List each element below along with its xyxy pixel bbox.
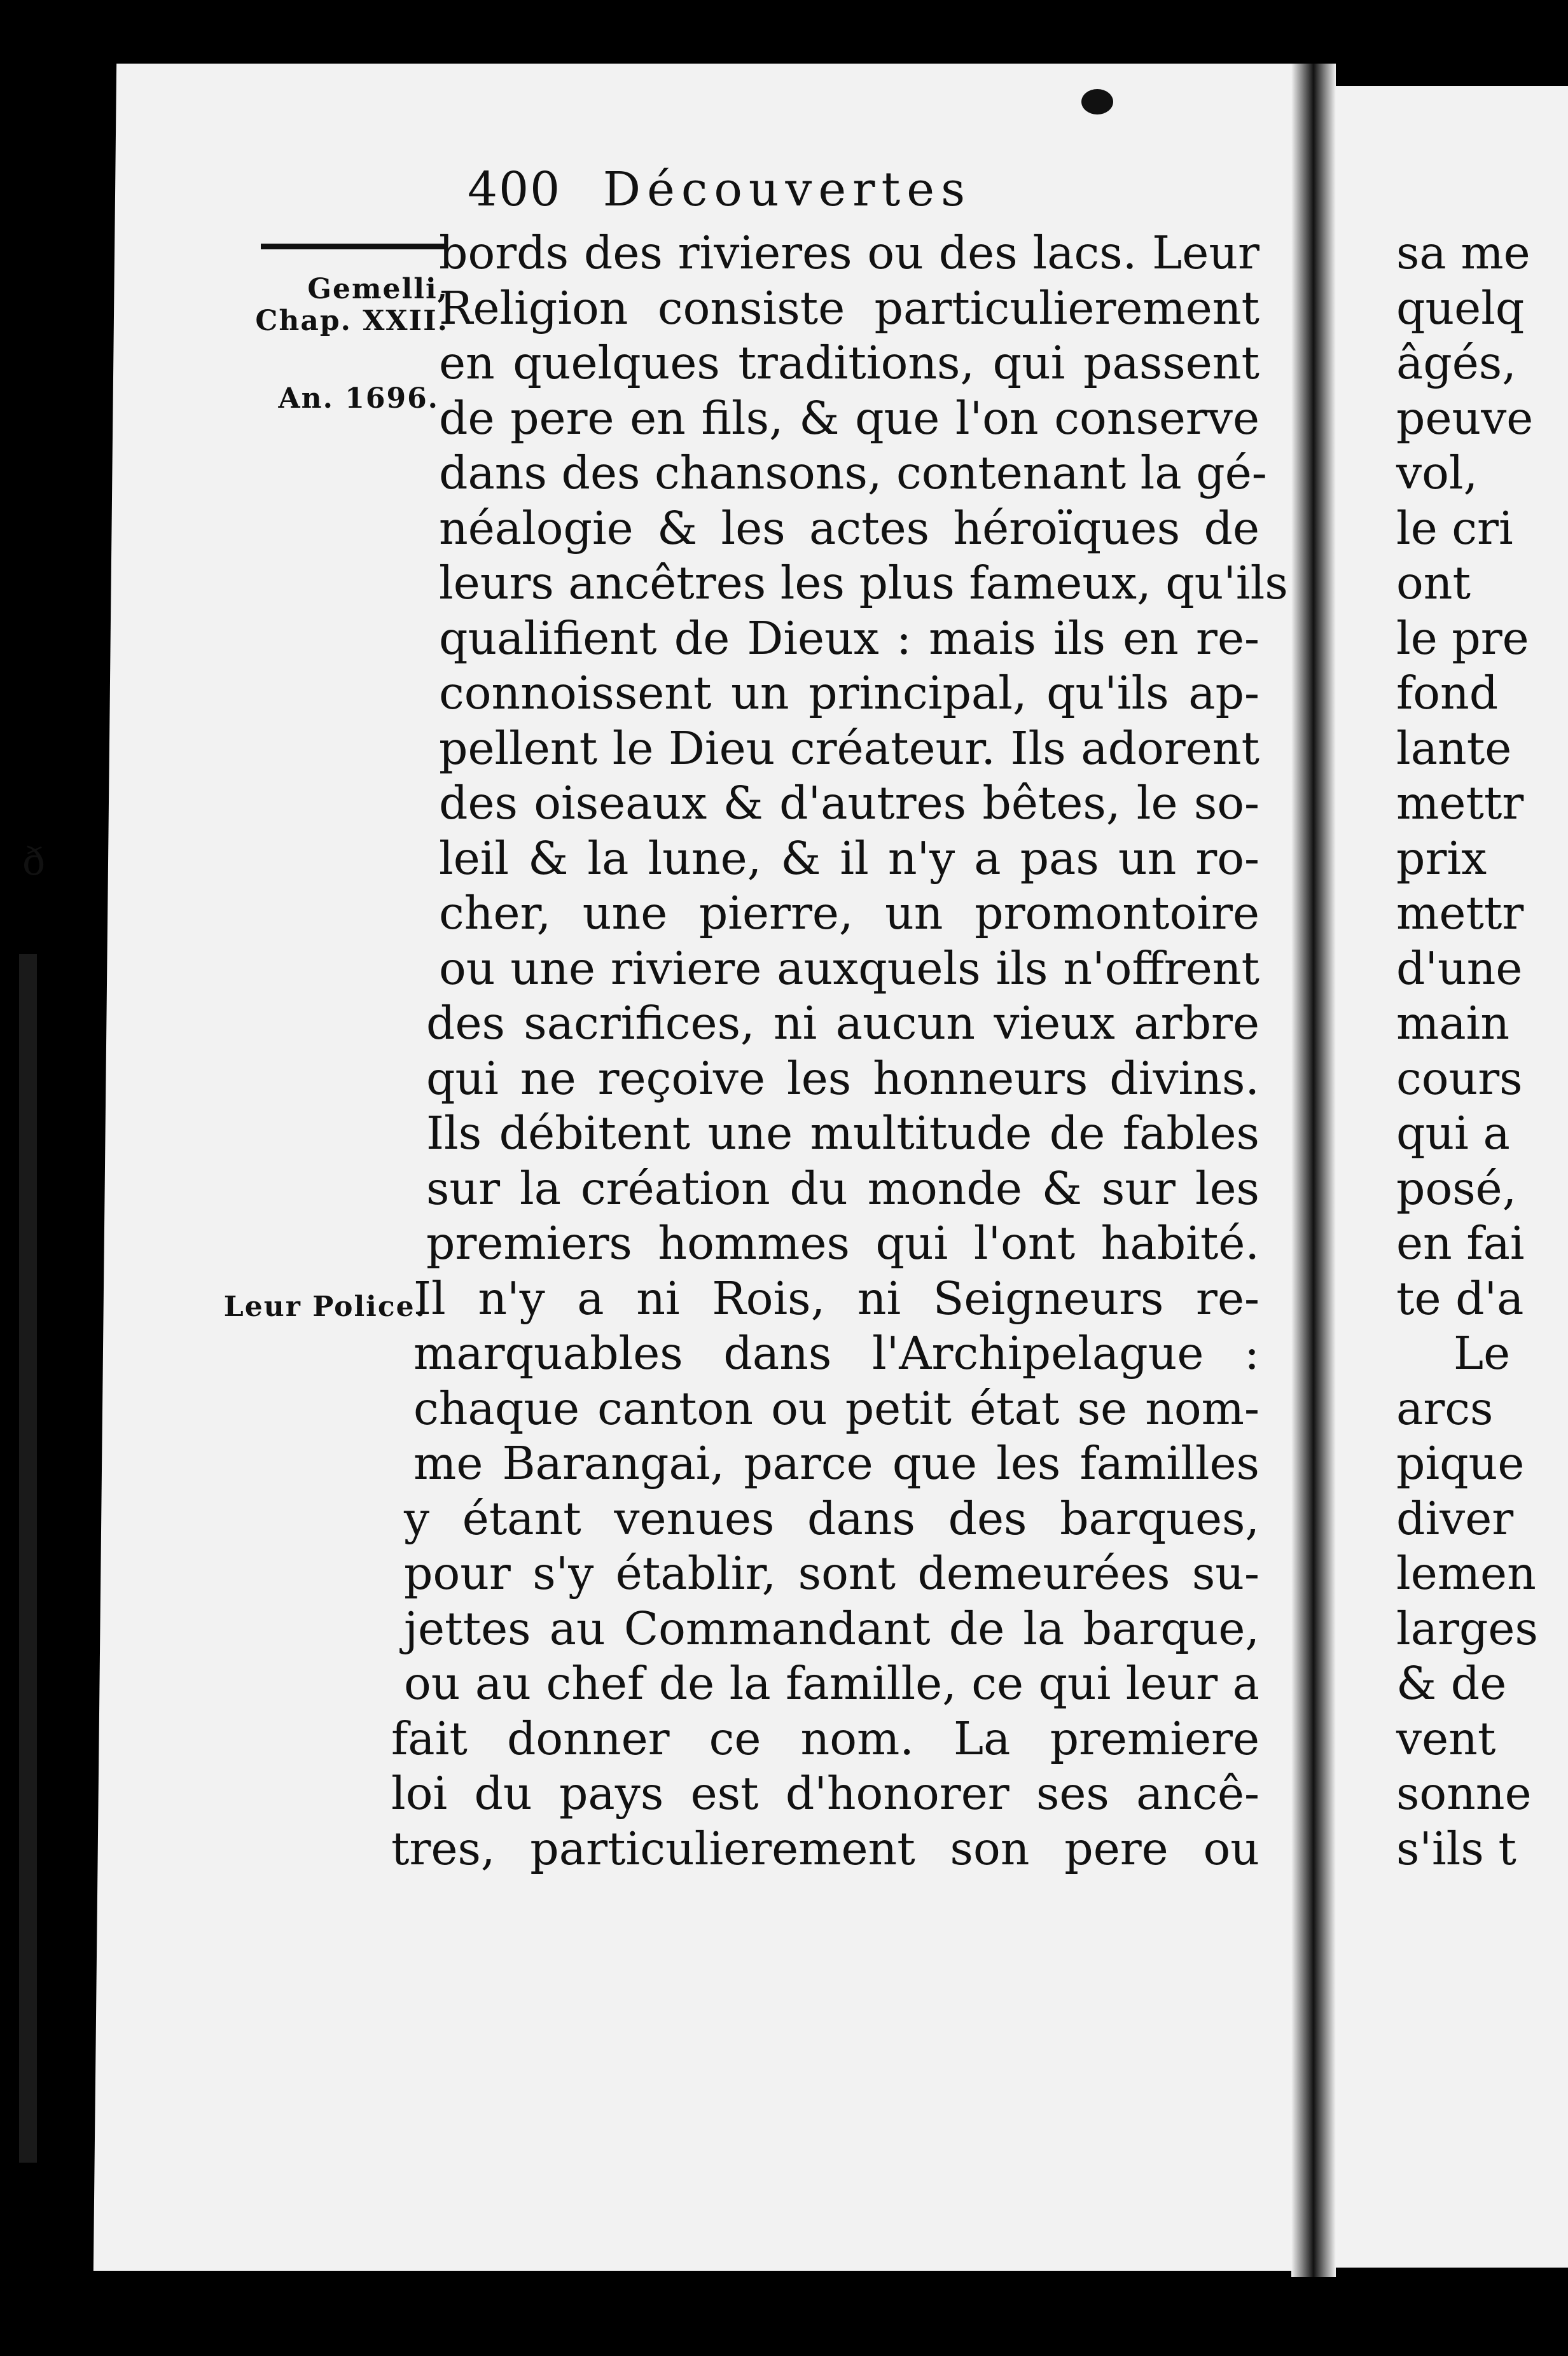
- text-line: tres, particulierement son pere ou: [391, 1822, 1259, 1875]
- facing-line: d'une: [1396, 941, 1523, 995]
- facing-page-text: [1396, 226, 1538, 1876]
- text-line: Il n'y a ni Rois, ni Seigneurs re-: [413, 1272, 1259, 1325]
- facing-line: qui a: [1396, 1107, 1510, 1160]
- page-gutter: [1291, 64, 1336, 2277]
- text-line: sur la création du monde & sur les: [426, 1161, 1259, 1215]
- text-line: pellent le Dieu créateur. Ils adorent: [439, 721, 1259, 775]
- text-line: fait donner ce nom. La premiere: [391, 1712, 1259, 1765]
- text-line: cher, une pierre, un promontoire: [439, 887, 1259, 939]
- text-line: pour s'y établir, sont demeurées su-: [404, 1547, 1259, 1600]
- text-line: premiers hommes qui l'ont habité.: [426, 1217, 1259, 1270]
- facing-line: mettr: [1396, 887, 1524, 939]
- facing-line: posé,: [1396, 1161, 1517, 1215]
- facing-line: prix: [1396, 831, 1487, 885]
- text-line: bords des rivieres ou des lacs. Leur: [439, 226, 1259, 279]
- facing-line: peuve: [1396, 391, 1534, 445]
- facing-line: fond: [1396, 667, 1499, 719]
- text-line: jettes au Commandant de la barque,: [404, 1602, 1259, 1655]
- facing-line: te d'a: [1396, 1272, 1524, 1325]
- text-line: y étant venues dans des barques,: [404, 1492, 1259, 1545]
- text-line: Religion consiste particulierement: [439, 281, 1259, 335]
- text-line: chaque canton ou petit état se nom-: [413, 1382, 1259, 1435]
- margin-note-year: An. 1696.: [278, 382, 439, 415]
- text-line: ou au chef de la famille, ce qui leur a: [404, 1657, 1259, 1710]
- margin-note-source: [242, 274, 448, 337]
- text-line: des oiseaux & d'autres bêtes, le so-: [439, 777, 1259, 829]
- facing-line: pique: [1396, 1437, 1525, 1490]
- text-line: leil & la lune, & il n'y a pas un ro-: [439, 831, 1259, 885]
- text-line: qui ne reçoive les honneurs divins.: [426, 1051, 1259, 1105]
- text-line: leurs ancêtres les plus fameux, qu'ils: [439, 557, 1288, 609]
- running-head: [468, 162, 971, 217]
- facing-line: vol,: [1396, 447, 1478, 499]
- ink-blot: [1081, 89, 1113, 114]
- text-line: en quelques traditions, qui passent: [439, 336, 1259, 389]
- page-number: 400: [468, 162, 562, 217]
- margin-note-chapter: Chap. XXII.: [255, 305, 448, 337]
- facing-line: Le: [1454, 1327, 1511, 1380]
- facing-line: lemen: [1396, 1547, 1536, 1600]
- text-line: néalogie & les actes héroïques de: [439, 501, 1259, 555]
- facing-line: le cri: [1396, 501, 1513, 555]
- facing-line: diver: [1396, 1492, 1514, 1545]
- facing-line: vent: [1396, 1712, 1496, 1765]
- facing-line: ont: [1396, 557, 1471, 609]
- text-line: ou une riviere auxquels ils n'offrent: [439, 941, 1259, 995]
- text-line: dans des chansons, contenant la gé-: [439, 447, 1267, 499]
- text-line: de pere en fils, & que l'on conserve: [439, 391, 1259, 445]
- text-line: me Barangai, parce que les familles: [413, 1437, 1259, 1490]
- running-title: Découvertes: [602, 162, 972, 217]
- text-line: connoissent un principal, qu'ils ap-: [439, 667, 1259, 719]
- facing-line: mettr: [1396, 777, 1524, 829]
- body-text: [391, 226, 1288, 1876]
- facing-line: larges: [1396, 1602, 1538, 1655]
- facing-line: en fai: [1396, 1217, 1525, 1270]
- binding-edge: [19, 954, 37, 2163]
- text-line: marquables dans l'Archipelague :: [413, 1327, 1259, 1380]
- facing-line: quelq: [1396, 281, 1525, 335]
- facing-line: main: [1396, 997, 1510, 1050]
- margin-mark: ð: [22, 840, 46, 884]
- margin-note-author: Gemelli,: [307, 273, 448, 305]
- text-line: loi du pays est d'honorer ses ancê-: [391, 1767, 1259, 1820]
- facing-line: sa me: [1396, 226, 1530, 279]
- text-line: qualifient de Dieux : mais ils en re-: [439, 611, 1259, 665]
- facing-line: le pre: [1396, 611, 1529, 665]
- facing-line: lante: [1396, 721, 1512, 775]
- text-line: Ils débitent une multitude de fables: [426, 1107, 1259, 1160]
- facing-line: âgés,: [1396, 336, 1516, 389]
- margin-note-section: Leur Police.: [223, 1291, 426, 1323]
- facing-line: sonne: [1396, 1767, 1532, 1820]
- facing-line: s'ils t: [1396, 1822, 1516, 1875]
- facing-line: & de: [1396, 1657, 1507, 1710]
- text-line: des sacrifices, ni aucun vieux arbre: [426, 997, 1259, 1050]
- facing-line: arcs: [1396, 1382, 1494, 1435]
- margin-rule: [261, 244, 445, 249]
- facing-line: cours: [1396, 1051, 1523, 1105]
